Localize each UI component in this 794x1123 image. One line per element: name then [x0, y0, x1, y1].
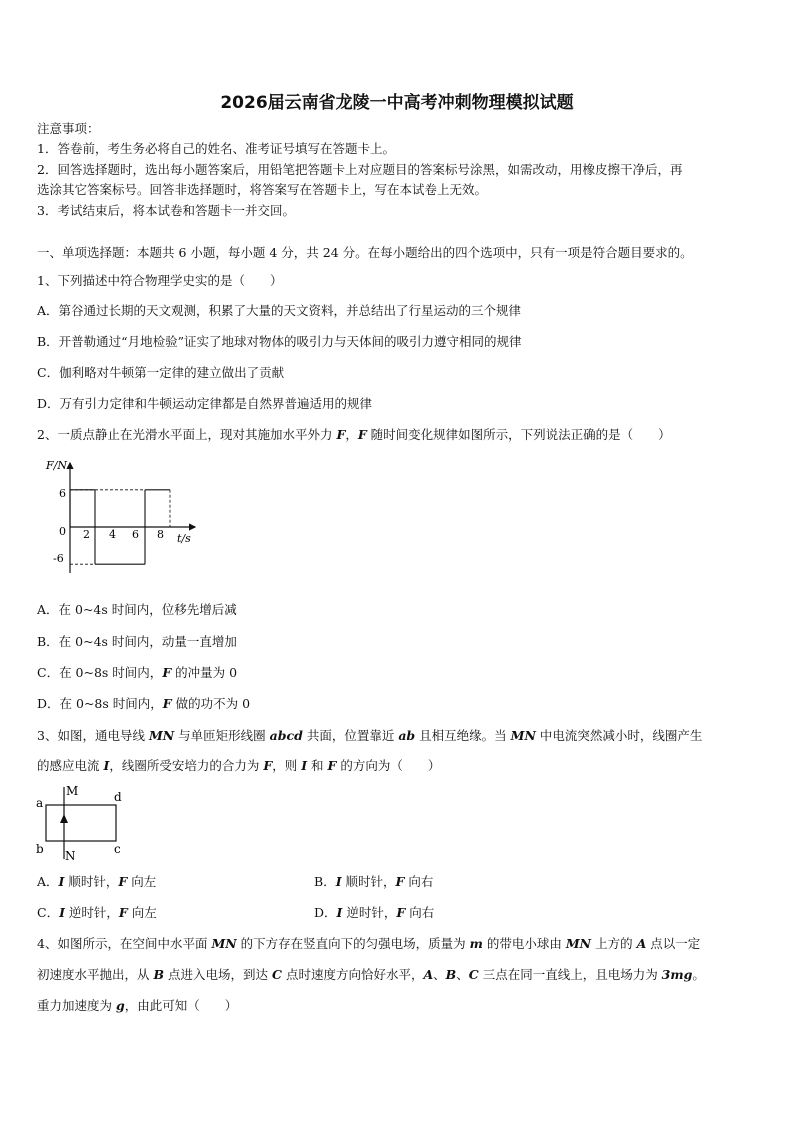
label-n: N — [65, 849, 76, 863]
label-d: d — [114, 790, 122, 804]
q2-stem-text: 2、一质点静止在光滑水平面上，现对其施加水平外力 — [37, 427, 337, 442]
q3-option-b — [314, 874, 433, 890]
q4-stem-line-2 — [37, 967, 705, 983]
q3-var: F — [327, 758, 337, 773]
q3-var: abcd — [269, 728, 303, 743]
q3-var: MN — [510, 728, 536, 743]
y-tick-label: 6 — [59, 487, 66, 500]
q4-text: 初速度水平抛出，从 — [37, 967, 154, 982]
q3-stem-line-1 — [37, 728, 702, 744]
x-tick-label: 2 — [83, 528, 90, 541]
q2-stem-var: F — [357, 427, 367, 442]
q4-text: 。 — [692, 967, 705, 982]
q3-text: 与单匝矩形线圈 — [174, 728, 270, 743]
q1-option-c: C．伽利略对牛顿第一定律的建立做出了贡献 — [37, 365, 285, 380]
q2-stem-var: F — [336, 427, 346, 442]
notice-item-2: 2．回答选择题时，选出每小题答案后，用铅笔把答题卡上对应题目的答案标号涂黑，如需改动，用橡皮擦干净后，再 — [37, 162, 683, 177]
q2-option-text: B．在 0~4s 时间内，动量一直增加 — [37, 634, 237, 649]
q4-var: m — [469, 936, 483, 951]
q3-option-var: F — [396, 905, 406, 920]
q3-option-text: 向右 — [405, 905, 435, 920]
q3-option-text: C． — [37, 905, 60, 920]
q3-option-d — [314, 905, 434, 921]
q4-text: 三点在同一直线上，且电场力为 — [478, 967, 662, 982]
q3-text: 3、如图，通电导线 — [37, 728, 149, 743]
notice-heading: 注意事项： — [37, 121, 100, 136]
q3-option-var: F — [118, 874, 128, 889]
q3-option-text: A． — [37, 874, 59, 889]
force-time-graph — [40, 455, 200, 585]
q2-stem-text: 随时间变化规律如图所示，下列说法正确的是（ ） — [366, 427, 671, 442]
t-axis-label: t/s — [177, 532, 191, 545]
q2-option-text: 做的功不为 0 — [171, 696, 251, 711]
q2-option-text: 的冲量为 0 — [171, 665, 238, 680]
q4-text: 点时速度方向恰好水平， — [281, 967, 424, 982]
q4-text: 上方的 — [591, 936, 637, 951]
label-m: M — [66, 784, 79, 798]
q2-option-text: C．在 0~8s 时间内， — [37, 665, 163, 680]
q4-text: 的下方存在竖直向下的匀强电场，质量为 — [236, 936, 470, 951]
q3-option-var: I — [336, 905, 343, 920]
notice-item-3: 3．考试结束后，将本试卷和答题卡一并交回。 — [37, 203, 295, 218]
exam-title: 2026届云南省龙陵一中高考冲刺物理模拟试题 — [220, 93, 574, 113]
q3-text: 和 — [307, 758, 328, 773]
q4-text: ，由此可知（ ） — [124, 998, 238, 1013]
rectangular-coil — [46, 805, 116, 841]
q3-option-text: 逆时针， — [64, 905, 119, 920]
q3-option-var: I — [58, 874, 65, 889]
q3-text: ，则 — [272, 758, 302, 773]
origin-label: 0 — [59, 525, 66, 538]
q2-option-var: F — [162, 696, 172, 711]
q3-text: 的方向为（ ） — [336, 758, 441, 773]
q4-var: C — [468, 967, 479, 982]
q2-option-d — [37, 696, 250, 712]
q3-var: F — [263, 758, 273, 773]
q3-stem-line-2 — [37, 758, 440, 774]
label-b: b — [36, 842, 44, 856]
q4-var: C — [272, 967, 282, 982]
q3-var: MN — [148, 728, 175, 743]
q3-option-c — [37, 905, 157, 921]
q1-option-d: D．万有引力定律和牛顿运动定律都是自然界普遍适用的规律 — [37, 396, 373, 411]
q4-text: 重力加速度为 — [37, 998, 116, 1013]
q4-var: B — [153, 967, 165, 982]
current-arrow-icon — [60, 814, 68, 823]
q3-text: 且相互绝缘。当 — [415, 728, 511, 743]
q3-option-var: I — [335, 874, 342, 889]
q1-option-a: A．第谷通过长期的天文观测，积累了大量的天文资料，并总结出了行星运动的三个规律 — [37, 303, 522, 318]
q4-var: MN — [565, 936, 592, 951]
q2-option-c — [37, 665, 237, 681]
label-a: a — [36, 796, 44, 810]
q4-text: 、 — [433, 967, 446, 982]
q1-stem: 1、下列描述中符合物理学史实的是（ ） — [37, 273, 283, 288]
q2-option-b — [37, 634, 237, 650]
q4-text: 点进入电场，到达 — [164, 967, 273, 982]
x-tick-label: 8 — [157, 528, 164, 541]
q2-option-text: D．在 0~8s 时间内， — [37, 696, 163, 711]
q3-text: 中电流突然减小时，线圈产生 — [535, 728, 703, 743]
coil-wire-diagram — [34, 783, 134, 865]
q3-option-text: D． — [314, 905, 337, 920]
notice-item-2-cont: 选涂其它答案标号。回答非选择题时，将答案写在答题卡上，写在本试卷上无效。 — [37, 182, 488, 197]
x-tick-label: 4 — [109, 528, 116, 541]
q4-var: MN — [211, 936, 237, 951]
q4-stem-line-1 — [37, 936, 700, 952]
q2-option-a — [37, 602, 237, 618]
section-heading: 一、单项选择题：本题共 6 小题，每小题 4 分，共 24 分。在每小题给出的四个选项中，只有一项是符合题目要求的。 — [37, 245, 693, 260]
x-tick-label: 6 — [132, 528, 139, 541]
q3-option-text: 顺时针， — [341, 874, 396, 889]
q3-option-var: F — [395, 874, 405, 889]
q3-text: ，线圈所受安培力的合力为 — [109, 758, 264, 773]
q3-var: ab — [398, 728, 416, 743]
q3-option-text: 向左 — [127, 905, 157, 920]
f-axis-label: F/N — [46, 459, 67, 472]
q3-option-var: I — [59, 905, 65, 920]
q2-option-text: A．在 0~4s 时间内，位移先增后减 — [37, 602, 237, 617]
q3-option-var: F — [118, 905, 128, 920]
q3-option-text: 向右 — [404, 874, 434, 889]
q3-var: I — [103, 758, 110, 773]
q3-option-text: 顺时针， — [64, 874, 119, 889]
q3-text: 的感应电流 — [37, 758, 104, 773]
q4-var: g — [115, 998, 125, 1013]
label-c: c — [114, 842, 121, 856]
q4-var: 3mg — [661, 967, 693, 982]
y-tick-label: -6 — [53, 552, 64, 565]
q2-stem-text: ， — [345, 427, 358, 442]
q1-option-b: B．开普勒通过“月地检验”证实了地球对物体的吸引力与天体间的吸引力遵守相同的规律 — [37, 334, 522, 349]
q4-text: 点以一定 — [646, 936, 701, 951]
q4-var: A — [636, 936, 647, 951]
q4-var: B — [445, 967, 457, 982]
q3-text: 共面，位置靠近 — [302, 728, 399, 743]
q3-option-text: 逆时针， — [342, 905, 397, 920]
notice-item-1: 1．答卷前，考生务必将自己的姓名、准考证号填写在答题卡上。 — [37, 141, 395, 156]
q3-option-text: B． — [314, 874, 336, 889]
q4-text: 的带电小球由 — [482, 936, 566, 951]
q2-stem — [37, 427, 671, 443]
q3-var: I — [301, 758, 308, 773]
q4-text: 、 — [456, 967, 469, 982]
q3-option-text: 向左 — [127, 874, 157, 889]
q4-stem-line-3 — [37, 998, 237, 1014]
q3-option-a — [37, 874, 156, 890]
q2-option-var: F — [162, 665, 172, 680]
q4-text: 4、如图所示，在空间中水平面 — [37, 936, 212, 951]
q4-var: A — [423, 967, 434, 982]
